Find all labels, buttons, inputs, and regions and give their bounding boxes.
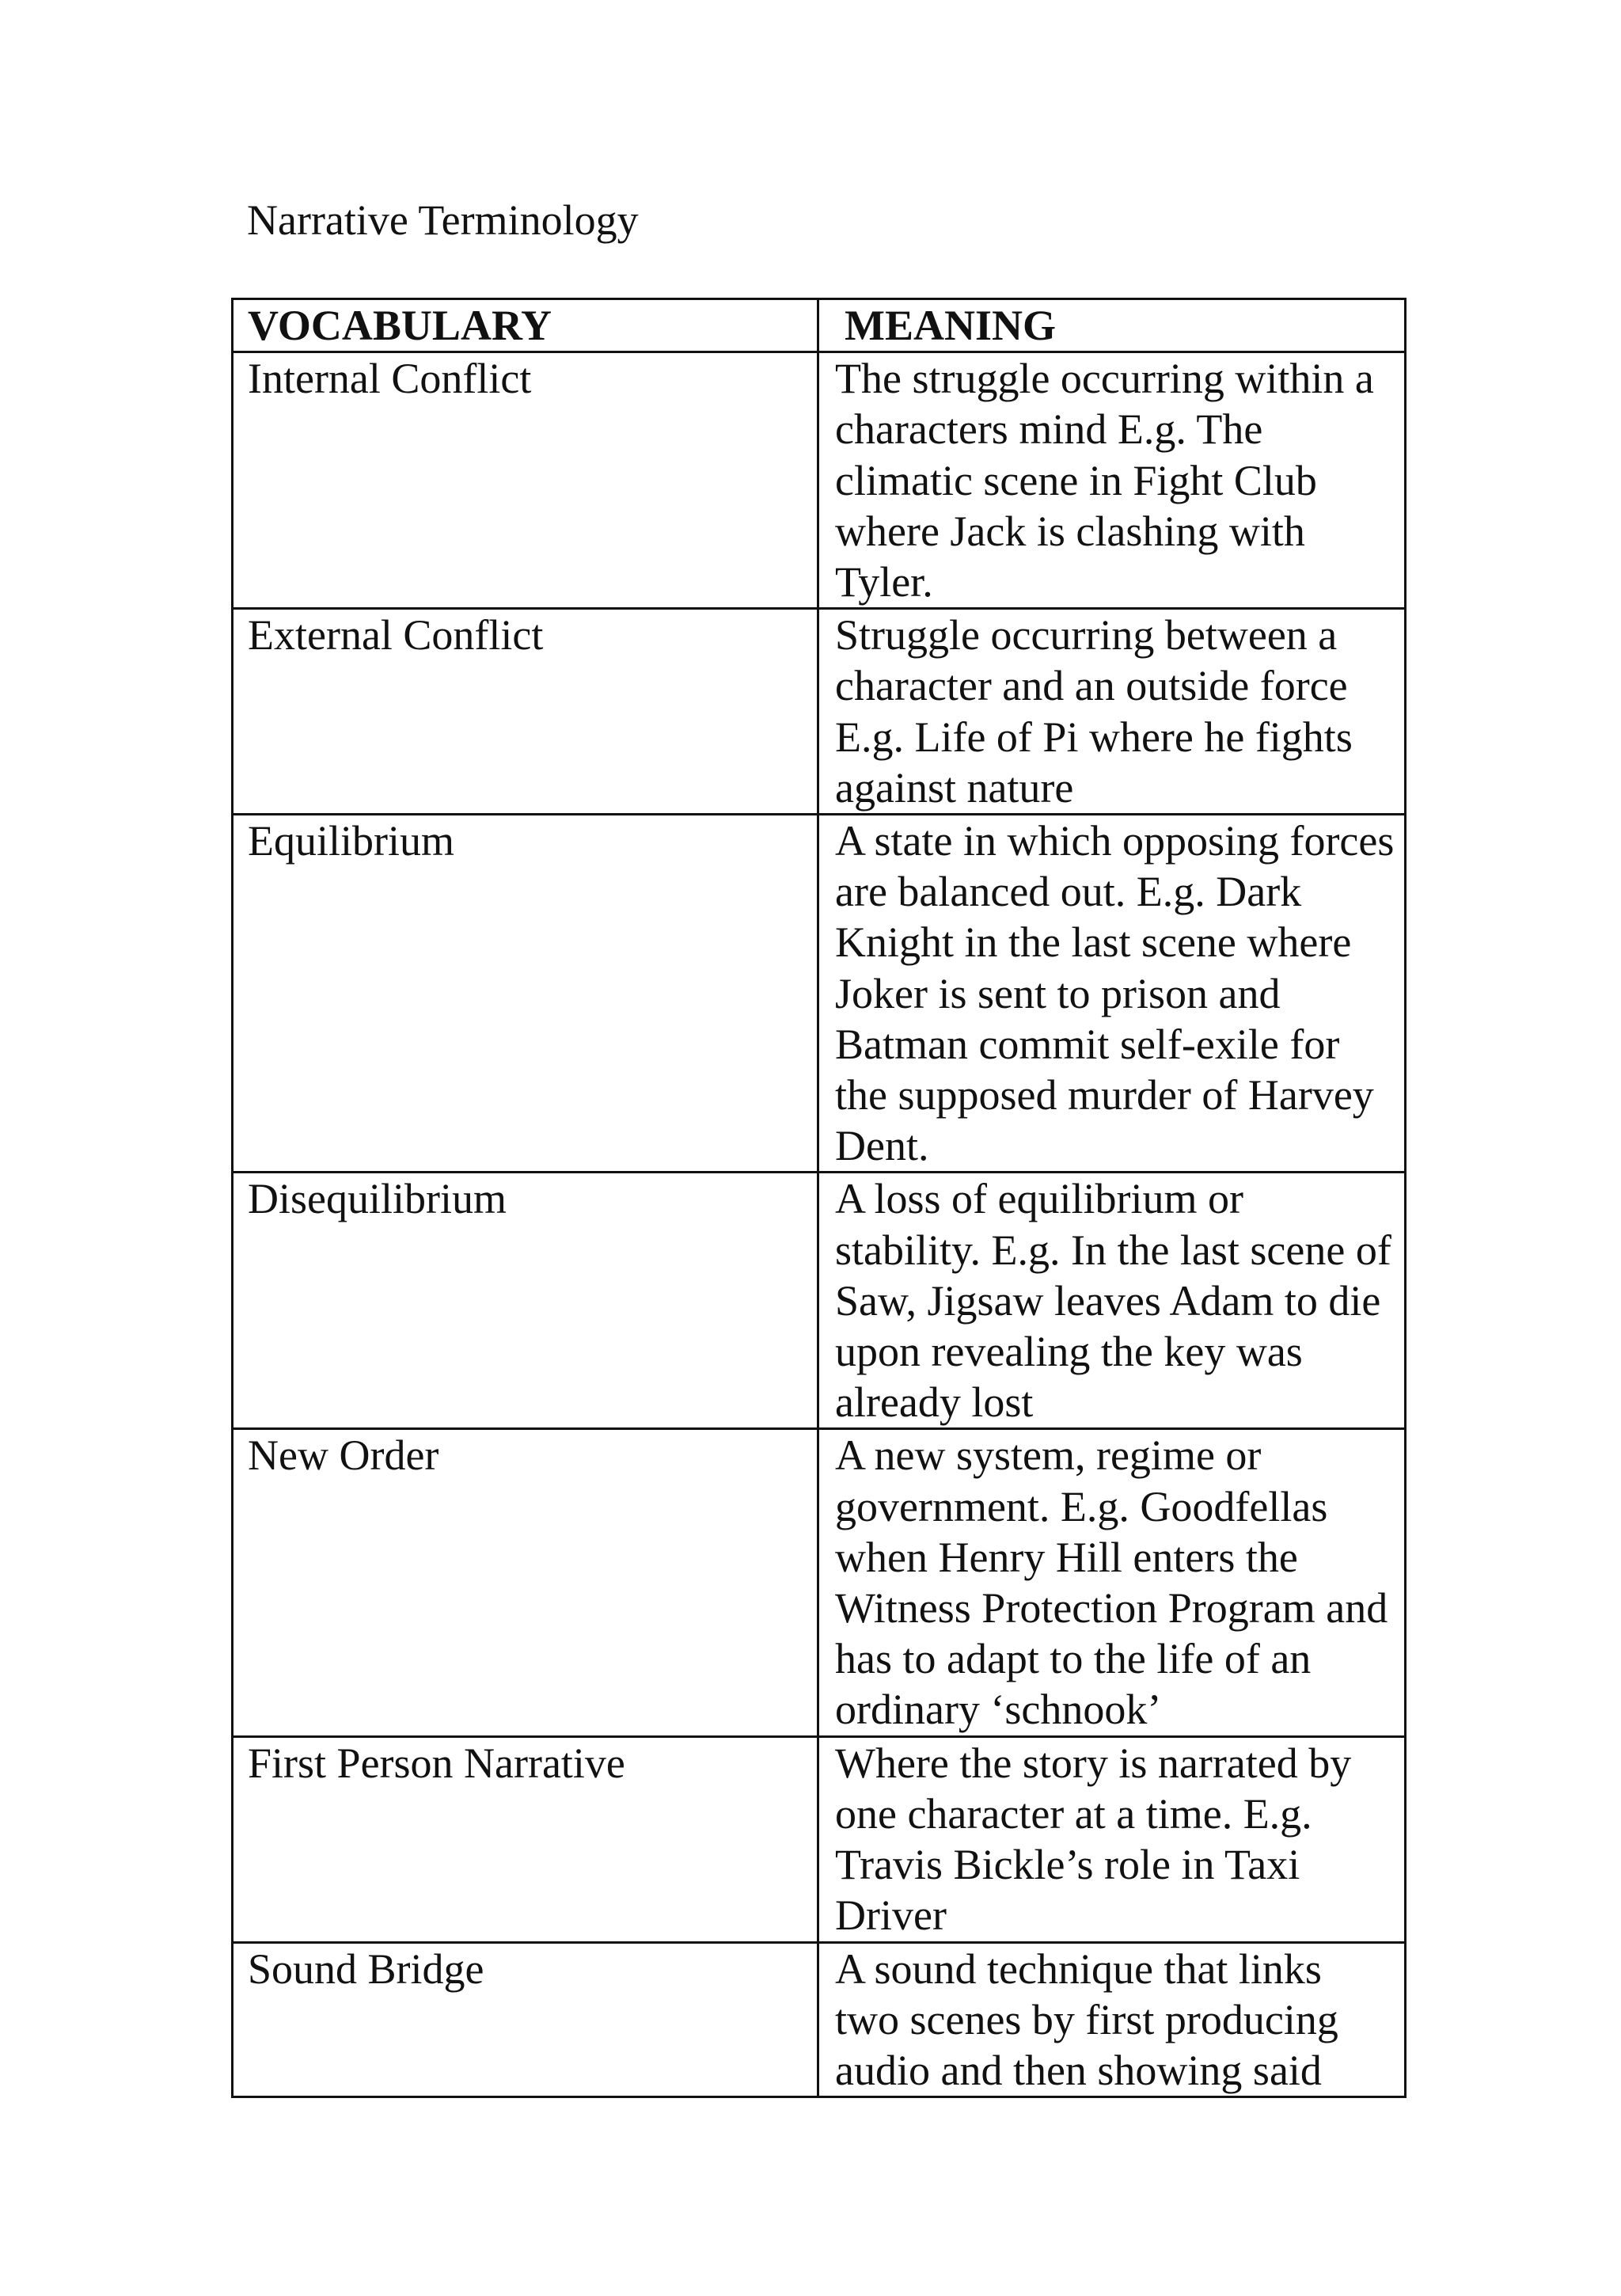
meaning-cell: A loss of equilibrium or stability. E.g. In the last scene of Saw, Jigsaw leaves Adam to die upon revealing the key was already lost — [818, 1173, 1406, 1429]
meaning-column-header: MEANING — [818, 299, 1406, 352]
meaning-cell: The struggle occurring within a characters mind E.g. The climatic scene in Fight Club where Jack is clashing with Tyler. — [818, 352, 1406, 609]
term-cell: Internal Conflict — [233, 352, 818, 609]
vocabulary-column-header: VOCABULARY — [233, 299, 818, 352]
table-row — [233, 1942, 1406, 2097]
term-cell: Disequilibrium — [233, 1173, 818, 1429]
table-header-row — [233, 299, 1406, 352]
vocabulary-table — [231, 298, 1407, 2098]
meaning-cell: A new system, regime or government. E.g. Goodfellas when Henry Hill enters the Witness Protection Program and has to adapt to the life of an ordinary ‘schnook’ — [818, 1429, 1406, 1736]
term-cell: First Person Narrative — [233, 1736, 818, 1942]
table-row — [233, 1429, 1406, 1736]
term-cell: External Conflict — [233, 609, 818, 815]
term-cell: Equilibrium — [233, 815, 818, 1173]
table-row — [233, 1736, 1406, 1942]
table-row — [233, 352, 1406, 609]
document-title: Narrative Terminology — [247, 196, 639, 244]
term-cell: New Order — [233, 1429, 818, 1736]
table-row — [233, 609, 1406, 815]
term-cell: Sound Bridge — [233, 1942, 818, 2097]
table-row — [233, 815, 1406, 1173]
meaning-cell: Struggle occurring between a character and an outside force E.g. Life of Pi where he fights against nature — [818, 609, 1406, 815]
meaning-cell: Where the story is narrated by one character at a time. E.g. Travis Bickle’s role in Taxi Driver — [818, 1736, 1406, 1942]
meaning-cell: A state in which opposing forces are balanced out. E.g. Dark Knight in the last scene where Joker is sent to prison and Batman commit self-exile for the supposed murder of Harvey Dent. — [818, 815, 1406, 1173]
table-row — [233, 1173, 1406, 1429]
meaning-cell: A sound technique that links two scenes by first producing audio and then showing said — [818, 1942, 1406, 2097]
